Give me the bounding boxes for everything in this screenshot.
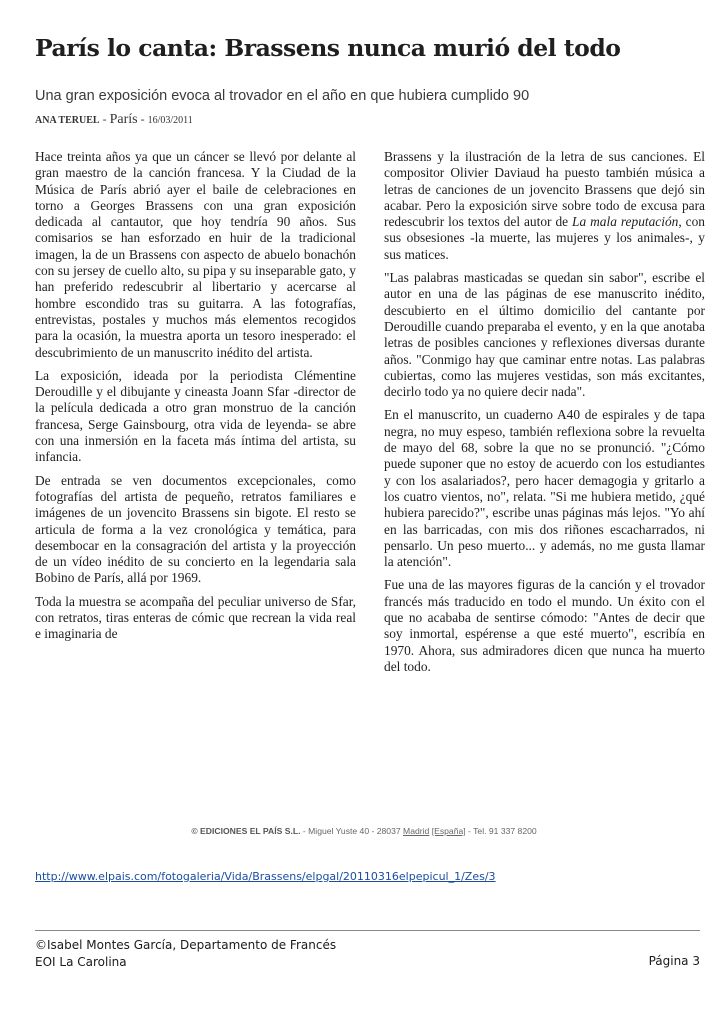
footer-author: ©Isabel Montes García, Departamento de Francés bbox=[35, 938, 337, 952]
footer-divider bbox=[35, 930, 700, 931]
copyright-address: - Miguel Yuste 40 - 28037 bbox=[300, 826, 404, 836]
paragraph-text: Brassens y la ilustración de la letra de sus canciones. El compositor Olivier Daviaud ha puesto también música a letras de canciones de un jovencito Brassens que dejó sin acabar. Pero la exposición sirve sobre todo de excusa para redescubrir los textos del autor de bbox=[384, 149, 705, 230]
article-column-left bbox=[35, 149, 356, 650]
byline-author: ANA TERUEL bbox=[35, 115, 100, 126]
article-paragraph: En el manuscrito, un cuaderno A40 de espirales y de tapa negra, no muy espeso, también reflexiona sobre la revuelta de mayo del 68, sobre la que no se pronunció. "¿Cómo puede suponer que no estoy de acuerdo con los estudiantes y con los asalariados?, pero hacer demagogia y gritarlo a los cuatro vientos, no", relata. "Si me hubiera metido, ¿qué hubiera parecido?", escribe unas páginas más lejos. "Yo ahí en las barricadas, con mis dos riñones escacharrados, ni pensarlo. Un peso muerto... y además, no me gusta llamar la atención". bbox=[384, 407, 705, 570]
article-title: París lo canta: Brassens nunca murió del todo bbox=[35, 34, 621, 62]
article-paragraph: De entrada se ven documentos excepcionales, como fotografías del artista de pequeño, retratos familiares e imágenes de un jovencito Brassens sin bigote. El resto se articula de forma a la vez cronológica y temática, para desembocar en la consagración del artista y la proyección de un vídeo inédito de su concierto en la legendaria sala Bobino de París, allá por 1969. bbox=[35, 472, 356, 586]
city-link[interactable]: Madrid bbox=[403, 826, 430, 836]
article-subtitle: Una gran exposición evoca al trovador en el año en que hubiera cumplido 90 bbox=[35, 88, 530, 104]
footer-school: EOI La Carolina bbox=[35, 955, 127, 969]
article-paragraph bbox=[384, 149, 705, 263]
article-paragraph: Fue una de las mayores figuras de la canción y el trovador francés más traducido en todo el mundo. Un éxito con el que no acababa de sentirse cómodo: "Antes de decir que soy inmortal, espérense a que esté muerto", escribía en 1970. Ahora, sus admiradores dicen que nunca ha muerto del todo. bbox=[384, 577, 705, 674]
byline-city: París bbox=[109, 112, 138, 127]
article-paragraph: La exposición, ideada por la periodista Clémentine Deroudille y el dibujante y cineasta Joann Sfar -director de la película dedicada a otro gran monstruo de la canción francesa, Serge Gainsbourg, otra vida de leyenda- se abre con una inmersión en la faceta más íntima del artista, su infancia. bbox=[35, 367, 356, 465]
song-title: La mala reputación bbox=[572, 214, 679, 230]
byline-date: 16/03/2011 bbox=[147, 115, 193, 126]
country-link[interactable]: [España] bbox=[431, 826, 466, 836]
article-paragraph: Hace treinta años ya que un cáncer se llevó por delante al gran maestro de la canción francesa. Y la Ciudad de la Música de París abrió ayer el baile de celebraciones en torno a Georges Brassens con una gran exposición dedicada al cantautor, que hoy tendría 90 años. Sus comisarios se han esforzado en huir de la tradicional imagen, la de un Brassens con aspecto de abuelo bonachón con su jersey de cuello alto, su pipa y su inseparable gato, y han preferido redescubrir al libertario y acercarse al hombre escondido tras su guitarra. A las fotografías, entrevistas, postales y muchos más elementos recogidos para la ocasión, la muestra aporta un tesoro inesperado: el descubrimiento de un manuscrito inédito del artista. bbox=[35, 149, 356, 360]
article-column-right bbox=[384, 149, 705, 682]
source-url-link[interactable]: http://www.elpais.com/fotogaleria/Vida/Brassens/elpgal/20110316elpepicul_1/Zes/3 bbox=[35, 870, 496, 883]
paragraph-text: , con sus obsesiones -la muerte, las mujeres y los animales-, y sus matices. bbox=[384, 214, 706, 262]
article-paragraph: "Las palabras masticadas se quedan sin sabor", escribe el autor en una de las páginas de ese manuscrito inédito, descubierto en el último domicilio del cantante por Deroudille cuando preparaba el evento, y en la que anotaba letras de posibles canciones y reflexiones diversas durante años. "Conmigo hay que caminar entre notas. Las palabras cubiertas, como las mujeres vestidas, son más excitantes, decirlo todo ya no quiere decir nada". bbox=[384, 270, 705, 400]
byline bbox=[35, 110, 193, 128]
page-number: Página 3 bbox=[648, 954, 700, 968]
copyright-brand: © EDICIONES EL PAÍS S.L. bbox=[191, 826, 301, 836]
copyright-phone: - Tel. 91 337 8200 bbox=[465, 826, 537, 836]
byline-separator: - bbox=[137, 112, 148, 126]
footer-credits bbox=[35, 937, 336, 971]
article-paragraph: Toda la muestra se acompaña del peculiar universo de Sfar, con retratos, tiras enteras de cómic que recrean la vida real e imaginaria de bbox=[35, 593, 356, 642]
copyright-line bbox=[0, 826, 728, 836]
byline-separator: - bbox=[99, 112, 110, 126]
